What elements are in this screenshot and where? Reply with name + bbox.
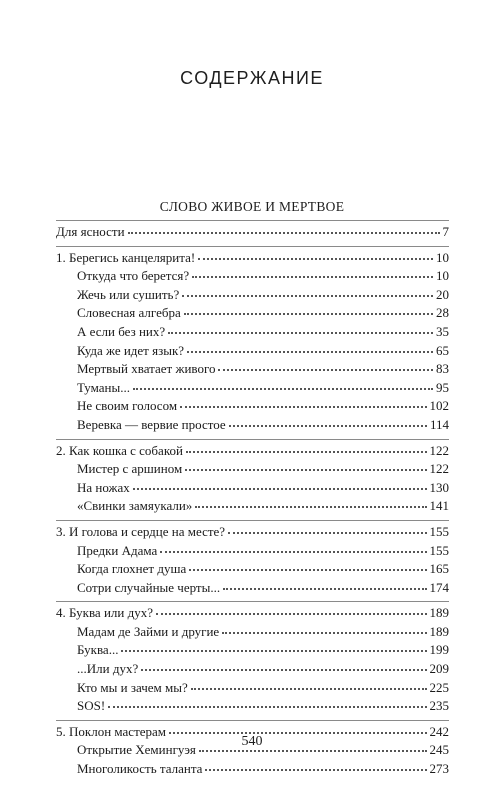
- dot-leader: [191, 678, 427, 690]
- toc-entry-page: 10: [436, 268, 449, 284]
- dot-leader: [108, 696, 426, 708]
- dot-leader: [184, 303, 433, 315]
- toc-subentry: [56, 379, 449, 398]
- toc-entry-page: 235: [429, 698, 449, 714]
- toc-entry-title: Предки Адама: [77, 542, 158, 558]
- toc-entry-page: 7: [442, 224, 449, 239]
- toc-entry-title: 2. Как кошка с собакой: [56, 442, 183, 458]
- dot-leader: [168, 322, 433, 334]
- section-title: СЛОВО ЖИВОЕ И МЕРТВОЕ: [159, 199, 345, 214]
- toc-subentry: [56, 397, 449, 416]
- toc-entry-title: Мистер с аршином: [77, 461, 183, 477]
- toc-entry-page: 155: [429, 523, 449, 539]
- toc-entry-page: 225: [429, 679, 449, 695]
- toc-subentry: [56, 579, 449, 598]
- dot-leader: [195, 496, 426, 508]
- toc-entry-page: 189: [429, 623, 449, 639]
- toc-subentry: [56, 660, 449, 679]
- dot-leader: [160, 541, 426, 553]
- toc-subentry: [56, 497, 449, 516]
- toc-entry-page: 245: [429, 742, 449, 758]
- toc-entry-title: Туманы...: [77, 379, 130, 395]
- dot-leader: [121, 640, 426, 652]
- toc-group: [56, 220, 449, 246]
- toc-entry-title: 4. Буква или дух?: [56, 605, 153, 621]
- toc-entry-title: Кто мы и зачем мы?: [77, 679, 188, 695]
- toc-entry-page: 95: [436, 379, 449, 395]
- toc-entry-page: 189: [429, 605, 449, 621]
- dot-leader: [169, 722, 426, 734]
- toc-entry-page: 83: [436, 361, 449, 377]
- page-title: СОДЕРЖАНИЕ: [180, 68, 324, 88]
- toc-entry-page: 35: [436, 323, 449, 339]
- toc-subentry: [56, 360, 449, 379]
- toc-entry-title: Куда же идет язык?: [77, 342, 185, 358]
- toc-entry: [56, 523, 449, 542]
- toc-entry-title: Мертвый хватает живого: [77, 361, 216, 377]
- toc-subentry: [56, 623, 449, 642]
- toc-entry-title: Открытие Хемингуэя: [77, 742, 196, 758]
- toc-group: [56, 246, 449, 439]
- toc-group: [56, 520, 449, 601]
- toc-entry-page: 130: [429, 479, 449, 495]
- toc-entry-page: 10: [436, 249, 449, 265]
- dot-leader: [182, 285, 433, 297]
- toc-entry-title: Веревка — вервие простое: [77, 416, 226, 432]
- toc-entry-page: 102: [429, 398, 449, 414]
- dot-leader: [133, 378, 433, 390]
- dot-leader: [192, 266, 433, 278]
- toc-entry-page: 122: [429, 461, 449, 477]
- toc-entry: [56, 442, 449, 461]
- toc-entry-title: 1. Берегись канцелярита!: [56, 249, 196, 265]
- toc-entry-title: SOS!: [77, 698, 106, 714]
- toc-entry: [56, 223, 449, 242]
- toc-subentry: [56, 542, 449, 561]
- toc-entry: [56, 604, 449, 623]
- toc-subentry: [56, 286, 449, 305]
- toc-entry-page: 122: [429, 442, 449, 458]
- table-of-contents: [56, 220, 449, 783]
- toc-entry-title: Сотри случайные черты...: [77, 579, 221, 595]
- dot-leader: [180, 396, 426, 408]
- toc-entry-title: Откуда что берется?: [77, 268, 190, 284]
- toc-entry-page: 141: [429, 498, 449, 514]
- toc-entry-title: 5. Поклон мастерам: [56, 723, 167, 739]
- toc-entry-title: Когда глохнет душа: [77, 561, 187, 577]
- dot-leader: [185, 459, 426, 471]
- toc-entry-title: Для ясности: [56, 224, 125, 239]
- toc-entry-title: Словесная алгебра: [77, 305, 181, 321]
- dot-leader: [198, 248, 433, 260]
- toc-subentry: [56, 323, 449, 342]
- toc-entry-page: 165: [429, 561, 449, 577]
- dot-leader: [133, 478, 427, 490]
- dot-leader: [186, 441, 427, 453]
- dot-leader: [205, 759, 426, 771]
- toc-group: [56, 601, 449, 720]
- dot-leader: [187, 341, 433, 353]
- toc-entry-title: 3. И голова и сердце на месте?: [56, 523, 226, 539]
- toc-entry-page: 20: [436, 286, 449, 302]
- toc-subentry: [56, 342, 449, 361]
- toc-entry-page: 199: [429, 642, 449, 658]
- toc-entry-page: 242: [429, 723, 449, 739]
- toc-entry-title: Жечь или сушить?: [77, 286, 180, 302]
- toc-group: [56, 720, 449, 783]
- toc-entry-title: «Свинки замяукали»: [77, 498, 193, 514]
- dot-leader: [222, 622, 426, 634]
- dot-leader: [223, 578, 426, 590]
- toc-subentry: [56, 416, 449, 435]
- toc-subentry: [56, 697, 449, 716]
- toc-entry-title: А если без них?: [77, 323, 166, 339]
- toc-subentry: [56, 460, 449, 479]
- toc-entry-title: Мадам де Займи и другие: [77, 623, 220, 639]
- toc-entry-title: Многоликость таланта: [77, 761, 203, 777]
- toc-entry-title: ...Или дух?: [77, 661, 139, 677]
- dot-leader: [141, 659, 426, 671]
- toc-subentry: [56, 304, 449, 323]
- dot-leader: [128, 222, 440, 234]
- toc-entry-title: На ножах: [77, 479, 130, 495]
- toc-entry-page: 155: [429, 542, 449, 558]
- toc-subentry: [56, 479, 449, 498]
- toc-subentry: [56, 641, 449, 660]
- page-number: 540: [241, 734, 263, 749]
- toc-subentry: [56, 560, 449, 579]
- dot-leader: [218, 359, 433, 371]
- toc-subentry: [56, 760, 449, 779]
- toc-entry-page: 209: [429, 661, 449, 677]
- toc-entry: [56, 249, 449, 268]
- toc-entry-page: 273: [429, 761, 449, 777]
- dot-leader: [228, 522, 426, 534]
- toc-entry-title: Буква...: [77, 642, 119, 658]
- toc-entry-page: 28: [436, 305, 449, 321]
- toc-entry-title: Не своим голосом: [77, 398, 178, 414]
- toc-entry-page: 65: [436, 342, 449, 358]
- dot-leader: [189, 559, 426, 571]
- toc-subentry: [56, 679, 449, 698]
- toc-entry-page: 114: [429, 416, 449, 432]
- toc-subentry: [56, 267, 449, 286]
- toc-group: [56, 439, 449, 520]
- toc-entry-page: 174: [429, 579, 449, 595]
- dot-leader: [156, 603, 427, 615]
- dot-leader: [229, 415, 427, 427]
